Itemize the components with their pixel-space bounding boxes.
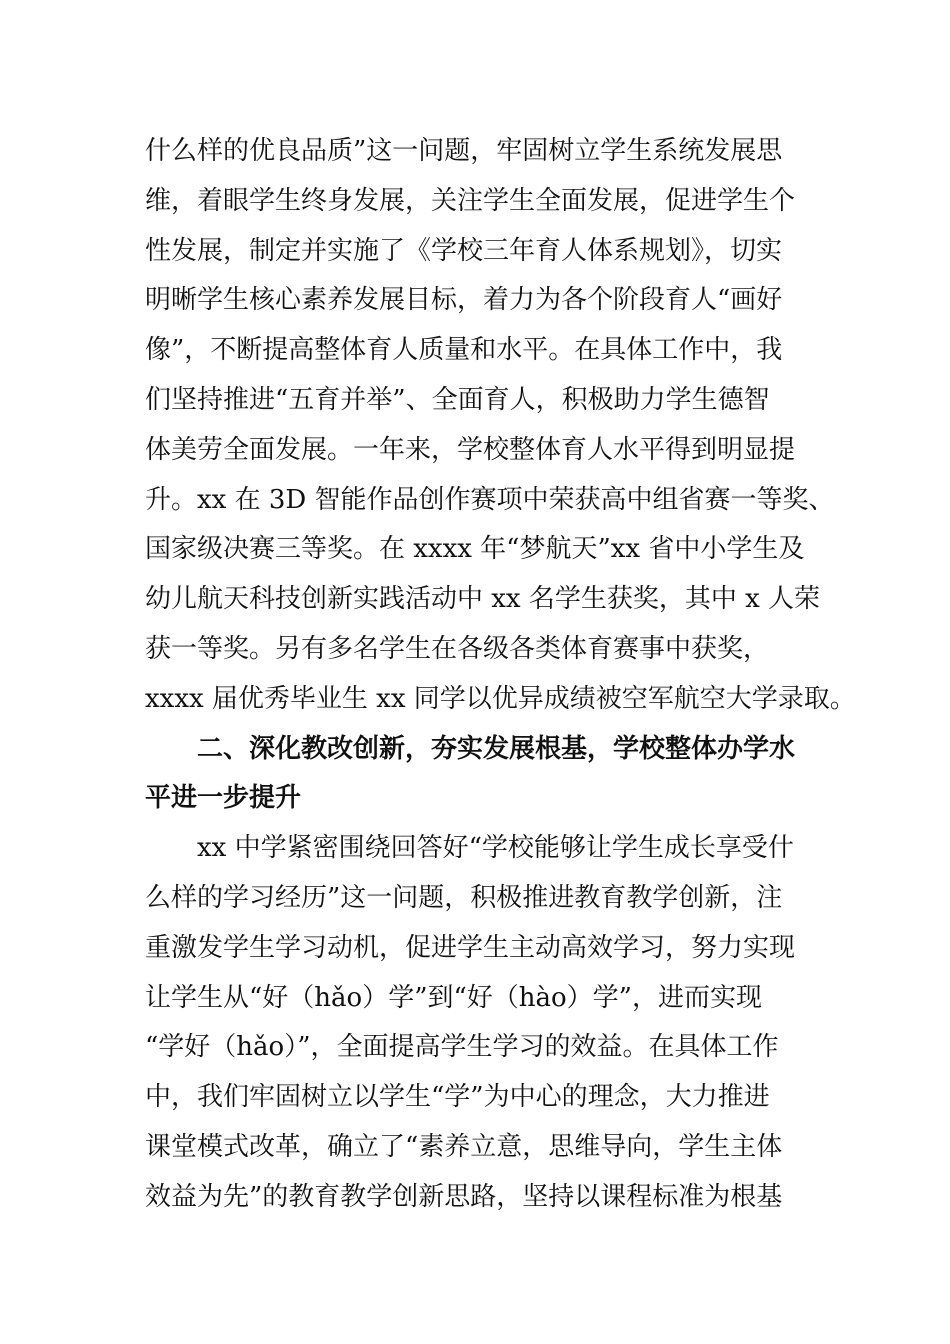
text-line: 让学生从“好（hǎo）学”到“好（hào）学”，进而实现 (145, 982, 762, 1013)
text-line: 们坚持推进“五育并举”、全面育人，积极助力学生德智 (145, 384, 770, 415)
text-line: 幼儿航天科技创新实践活动中 xx 名学生获奖，其中 x 人荣 (145, 584, 821, 615)
text-line: 明晰学生核心素养发展目标，着力为各个阶段育人“画好 (145, 285, 783, 316)
heading-line: 二、深化教改创新，夯实发展根基，学校整体办学水 (197, 733, 796, 764)
text-line: xx 中学紧密围绕回答好“学校能够让学生成长享受什 (197, 833, 794, 864)
text-line: 像”，不断提高整体育人质量和水平。在具体工作中，我 (145, 335, 783, 366)
text-line: 获一等奖。另有多名学生在各级各类体育赛事中获奖， (145, 633, 770, 664)
text-line: 维，着眼学生终身发展，关注学生全面发展，促进学生个 (145, 185, 796, 216)
text-line: 国家级决赛三等奖。在 xxxx 年“梦航天”xx 省中小学生及 (145, 534, 805, 565)
text-line: 效益为先”的教育教学创新思路，坚持以课程标准为根基 (145, 1181, 783, 1212)
text-line: xxxx 届优秀毕业生 xx 同学以优异成绩被空军航空大学录取。 (145, 683, 856, 714)
text-line: 重激发学生学习动机，促进学生主动高效学习，努力实现 (145, 932, 796, 963)
text-line: 性发展，制定并实施了《学校三年育人体系规划》，切实 (145, 235, 783, 266)
text-line: 中，我们牢固树立以学生“学”为中心的理念，大力推进 (145, 1082, 770, 1113)
document-body (145, 127, 856, 1223)
text-line: 么样的学习经历”这一问题，积极推进教育教学创新，注 (145, 882, 783, 913)
text-line: 体美劳全面发展。一年来，学校整体育人水平得到明显提 (145, 434, 796, 465)
text-line: 什么样的优良品质”这一问题，牢固树立学生系统发展思 (145, 136, 783, 166)
text-line: “学好（hǎo）”，全面提高学生学习的效益。在具体工作 (145, 1032, 779, 1063)
paragraph-1 (145, 127, 856, 725)
text-line: 升。xx 在 3D 智能作品创作赛项中荣获高中组省赛一等奖、 (145, 484, 835, 515)
heading-line: 平进一步提升 (145, 783, 302, 814)
paragraph-2 (145, 824, 835, 1222)
section-heading (145, 725, 835, 825)
text-line: 课堂模式改革，确立了“素养立意，思维导向，学生主体 (145, 1131, 783, 1162)
